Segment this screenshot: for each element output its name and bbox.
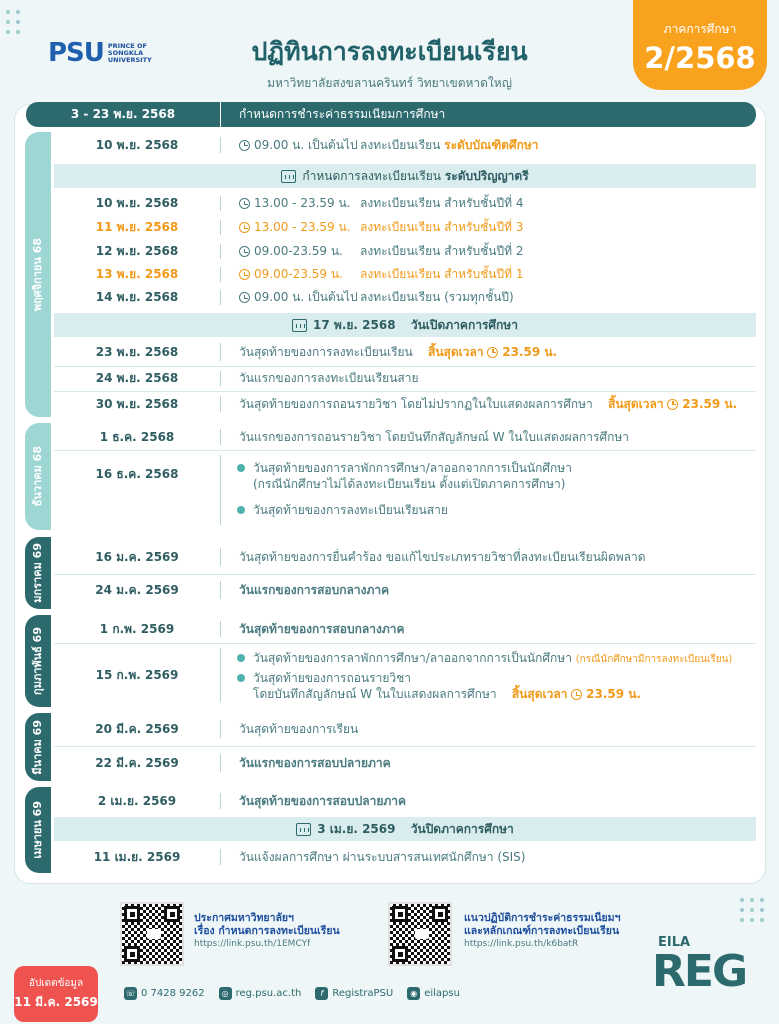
update-badge: อัปเดตข้อมูล 11 มี.ค. 2569 <box>14 966 98 1022</box>
clock-icon <box>571 689 582 700</box>
month-tab-mar: มีนาคม 69 <box>25 713 51 781</box>
clock-icon <box>239 222 250 233</box>
table-row: 12 พ.ย. 2568 09.00-23.59 น. ลงทะเบียนเรียน สำหรับชั้นปีที่ 2 <box>95 244 524 258</box>
fee-payment-text: กำหนดการชำระค่าธรรมเนียมการศึกษา <box>239 107 446 121</box>
clock-icon <box>667 399 678 410</box>
calendar-icon <box>292 319 307 332</box>
globe-icon: ◎ <box>219 987 232 1000</box>
table-row: 2 เม.ย. 2569 วันสุดท้ายของการสอบปลายภาค <box>97 793 407 808</box>
phone-icon: ☏ <box>125 989 136 998</box>
semester-value: 2/2568 <box>644 41 756 75</box>
page-title: ปฏิทินการลงทะเบียนเรียน <box>251 37 528 66</box>
semester-close-band: 3 เม.ย. 2569 วันปิดภาคการศึกษา <box>54 817 756 841</box>
clock-icon <box>239 246 250 257</box>
fee-payment-bar <box>26 102 756 127</box>
clock-icon <box>239 198 250 209</box>
clock-icon <box>487 347 498 358</box>
line-icon: ◉ <box>407 987 420 1000</box>
qr-caption-guidelines[interactable]: แนวปฏิบัติการชำระค่าธรรมเนียมฯ และหลักเกณฑ์การลงทะเบียนเรียน https://link.psu.th/k6batR <box>464 912 621 949</box>
table-row: 24 พ.ย. 2568 วันแรกของการลงทะเบียนเรียนสาย <box>95 371 419 385</box>
qr-code-guidelines[interactable] <box>388 902 452 966</box>
logo-text: PRINCE OF SONGKLA UNIVERSITY <box>107 41 152 64</box>
list-item: วันสุดท้ายของการลงทะเบียนเรียนสาย <box>237 502 572 518</box>
list-item: วันสุดท้ายของการลาพักการศึกษา/ลาออกจากการเป็นนักศึกษา (กรณีนักศึกษามีการลงทะเบียนเรียน) <box>237 650 732 668</box>
clock-icon <box>239 269 250 280</box>
semester-label: ภาคการศึกษา <box>663 22 737 36</box>
qr-caption-announcement[interactable]: ประกาศมหาวิทยาลัยฯ เรื่อง กำหนดการลงทะเบียนเรียน https://link.psu.th/1EMCYf <box>194 912 340 949</box>
calendar-icon <box>296 823 311 836</box>
contact-facebook[interactable]: f RegistraPSU <box>315 987 393 1000</box>
table-row: 20 มี.ค. 2569 วันสุดท้ายของการเรียน <box>54 716 756 742</box>
month-tab-jan: มกราคม 69 <box>25 537 51 609</box>
table-row: 11 พ.ย. 2568 13.00 - 23.59 น. ลงทะเบียนเรียน สำหรับชั้นปีที่ 3 <box>95 220 524 234</box>
table-row: 24 ม.ค. 2569 วันแรกของการสอบกลางภาค <box>54 577 756 603</box>
table-row: 30 พ.ย. 2568 วันสุดท้ายของการถอนรายวิชา โดยไม่ปรากฏในใบแสดงผลการศึกษา สิ้นสุดเวลา 23.59 น. <box>95 396 738 411</box>
table-row: 15 ก.พ. 2569 วันสุดท้ายของการลาพักการศึกษา/ลาออกจากการเป็นนักศึกษา (กรณีนักศึกษามีการลงทะเบียนเรียน) วันสุดท้ายของการถอนรายวิชา โดยบันทึกสัญลักษณ์ W ในใบแสดงผลการศึกษา สิ้นสุดเวลา 23.59 น. <box>54 644 756 706</box>
list-item: วันสุดท้ายของการลาพักการศึกษา/ลาออกจากการเป็นนักศึกษา (กรณีนักศึกษาไม่ได้ลงทะเบียนเรียน ตั้งแต่เปิดภาคการศึกษา) <box>237 460 572 492</box>
table-row: 10 พ.ย. 2568 09.00 น. เป็นต้นไป ลงทะเบียนเรียน ระดับบัณฑิตศึกษา <box>95 137 539 152</box>
semester-badge <box>633 0 767 90</box>
table-row: 14 พ.ย. 2568 09.00 น. เป็นต้นไป ลงทะเบียนเรียน (รวมทุกชั้นปี) <box>95 290 514 304</box>
month-tab-nov: พฤศจิกายน 68 <box>25 132 51 417</box>
contact-line[interactable]: ◉ eilapsu <box>407 987 460 1000</box>
facebook-icon: f <box>315 987 328 1000</box>
month-tab-dec: ธันวาคม 68 <box>25 423 51 530</box>
table-row: 11 เม.ย. 2569 วันแจ้งผลการศึกษา ผ่านระบบสารสนเทศนักศึกษา (SIS) <box>93 849 526 864</box>
table-row: 1 ก.พ. 2569 วันสุดท้ายของการสอบกลางภาค <box>99 621 405 636</box>
page-subtitle: มหาวิทยาลัยสงขลานครินทร์ วิทยาเขตหาดใหญ่ <box>267 76 512 90</box>
eila-reg-logo: EILA REG <box>652 935 747 997</box>
table-row: 1 ธ.ค. 2568 วันแรกของการถอนรายวิชา โดยบันทึกสัญลักษณ์ W ในใบแสดงผลการศึกษา <box>99 429 630 444</box>
calendar-icon <box>281 170 296 183</box>
table-row: 22 มี.ค. 2569 วันแรกของการสอบปลายภาค <box>54 750 756 776</box>
table-row: 23 พ.ย. 2568 วันสุดท้ายของการลงทะเบียนเรียน สิ้นสุดเวลา 23.59 น. <box>54 339 756 365</box>
table-row: 16 ม.ค. 2569 วันสุดท้ายของการยื่นคำร้อง ขอแก้ไขประเภทรายวิชาที่ลงทะเบียนเรียนผิดพลาด <box>54 544 756 570</box>
table-row: 13 พ.ย. 2568 09.00-23.59 น. ลงทะเบียนเรียน สำหรับชั้นปีที่ 1 <box>95 267 524 281</box>
logo-mark: PSU <box>48 38 104 68</box>
fee-payment-date: 3 - 23 พ.ย. 2568 <box>70 107 176 121</box>
table-row: 10 พ.ย. 2568 13.00 - 23.59 น. ลงทะเบียนเรียน สำหรับชั้นปีที่ 4 <box>95 196 524 210</box>
undergrad-registration-band: กำหนดการลงทะเบียนเรียน ระดับปริญญาตรี <box>54 164 756 188</box>
semester-open-band: 17 พ.ย. 2568 วันเปิดภาคการศึกษา <box>54 313 756 337</box>
clock-icon <box>239 292 250 303</box>
month-tab-feb: กุมภาพันธ์ 69 <box>25 615 51 707</box>
list-item: วันสุดท้ายของการถอนรายวิชา โดยบันทึกสัญลักษณ์ W ในใบแสดงผลการศึกษา สิ้นสุดเวลา 23.59 น. <box>237 670 732 702</box>
qr-code-announcement[interactable] <box>120 902 184 966</box>
contact-web[interactable]: ◎ reg.psu.ac.th <box>219 987 302 1000</box>
clock-icon <box>239 140 250 151</box>
table-row: 16 ธ.ค. 2568 วันสุดท้ายของการลาพักการศึกษา/ลาออกจากการเป็นนักศึกษา (กรณีนักศึกษาไม่ได้ลงทะเบียนเรียน ตั้งแต่เปิดภาคการศึกษา) วันสุดท้ายของการลงทะเบียนเรียนสาย <box>54 451 756 529</box>
contact-bar <box>124 987 460 1000</box>
contact-phone[interactable]: ☏ 0 7428 9262 <box>125 988 205 999</box>
month-tab-apr: เมษายน 69 <box>25 787 51 873</box>
